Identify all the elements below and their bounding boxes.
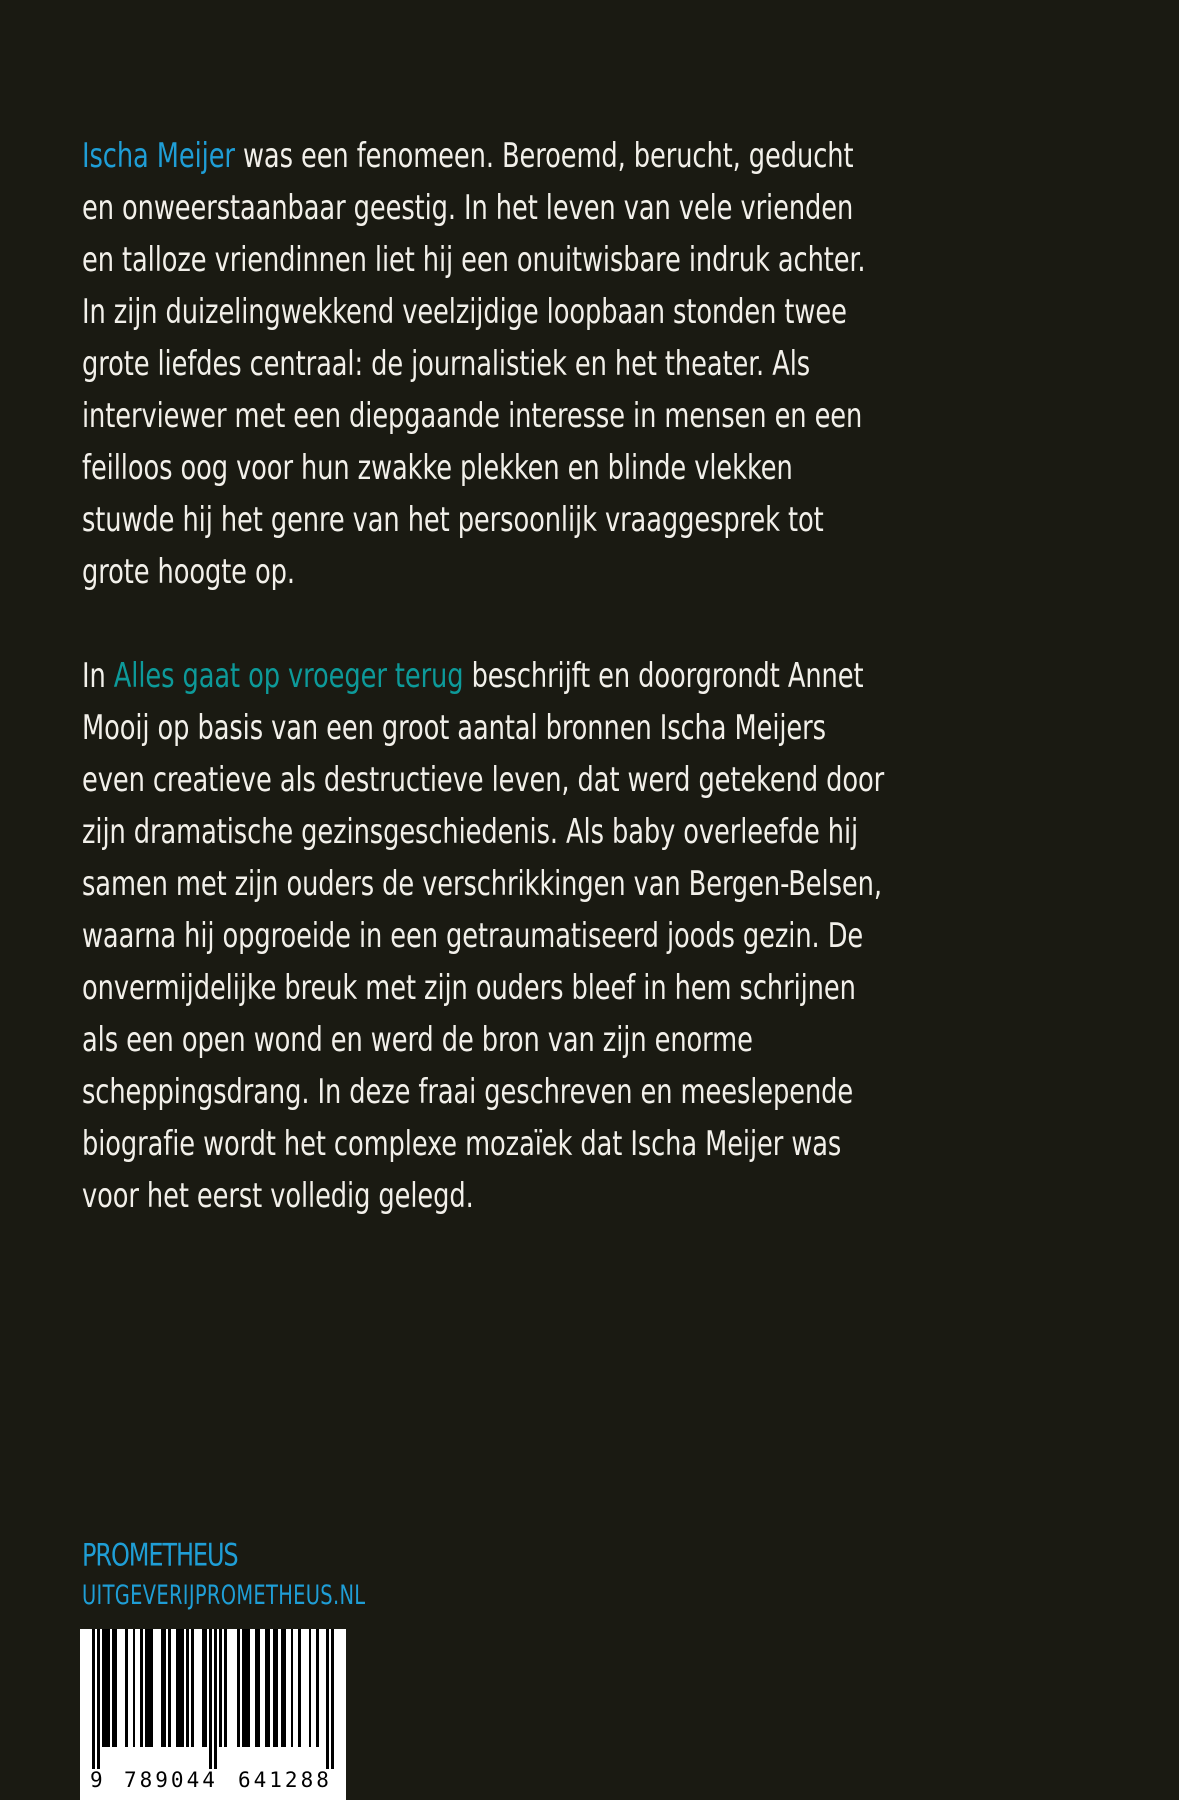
barcode-bar	[237, 1629, 240, 1747]
barcode-bar	[107, 1629, 110, 1747]
barcode-bar	[168, 1629, 171, 1747]
barcode-bar	[258, 1629, 261, 1747]
barcode-bar	[219, 1629, 222, 1747]
barcode-bar	[291, 1629, 294, 1747]
barcode-bar	[224, 1629, 227, 1747]
barcode-digit-group-1: 9	[90, 1768, 106, 1792]
barcode-bar	[125, 1629, 128, 1747]
barcode-bar	[283, 1629, 286, 1747]
barcode-digit-group-3: 641288	[238, 1768, 332, 1792]
barcode-bar	[181, 1629, 184, 1747]
barcode-bar	[326, 1629, 329, 1769]
barcode-bar	[92, 1629, 95, 1769]
isbn-barcode	[80, 1629, 346, 1800]
barcode-bar	[151, 1629, 154, 1747]
blurb-paragraph-2-body: beschrijft en doorgrondt Annet Mooij op basis van een groot aantal bronnen Ischa Meijers even creatieve als destructieve leven, dat werd getekend door zijn dramatische gezinsgeschiedenis. Als baby overleefde hij samen met zijn ouders de verschrikkingen van Bergen-Belsen, waarna hij opgroeide in een getraumatiseerd joods gezin. De onvermijdelijke breuk met zijn ouders bleef in hem schrijnen als een open wond en werd de bron van zijn enorme scheppingsdrang. In deze fraai geschreven en meeslepende biografie wordt het complexe mozaïek dat Ischa Meijer was voor het eerst volledig gelegd.	[82, 656, 885, 1216]
barcode-digits	[80, 1762, 346, 1792]
barcode-bar	[298, 1629, 301, 1747]
blurb-paragraph-2-lead: In	[82, 656, 114, 696]
barcode-bar	[97, 1629, 100, 1769]
barcode-bar	[309, 1629, 312, 1747]
barcode-bar	[331, 1629, 334, 1769]
barcode-bar	[247, 1629, 250, 1747]
barcode-bar	[275, 1629, 278, 1747]
barcode-bar	[214, 1629, 217, 1769]
barcode-bar	[133, 1629, 136, 1747]
publisher-block	[82, 1536, 502, 1611]
blurb-text-block	[82, 130, 885, 1222]
blurb-paragraph-1	[82, 130, 888, 598]
blurb-paragraph-1-body: was een fenomeen. Beroemd, berucht, geducht en onweerstaanbaar geestig. In het leven van vele vrienden en talloze vriendinnen liet hij een onuitwisbare indruk achter. In zijn duizelingwekkend veelzijdige loopbaan stonden twee grote liefdes centraal: de journalistiek en het theater. Als interviewer met een diepgaande interesse in mensen en een feilloos oog voor hun zwakke plekken en blinde vlekken stuwde hij het genre van het persoonlijk vraaggesprek tot grote hoogte op.	[82, 136, 866, 592]
barcode-bar	[140, 1629, 143, 1747]
barcode-bars	[80, 1629, 346, 1769]
barcode-bar	[163, 1629, 166, 1747]
barcode-bar	[186, 1629, 189, 1747]
barcode-digit-group-2: 789044	[124, 1768, 218, 1792]
barcode-bar	[316, 1629, 319, 1747]
barcode-bar	[209, 1629, 212, 1769]
prometheus-logo: PROMETHEUS	[82, 1536, 238, 1574]
book-title-highlight: Alles gaat op vroeger terug	[113, 656, 464, 696]
barcode-bar	[191, 1629, 194, 1747]
barcode-bar	[115, 1629, 118, 1747]
blurb-paragraph-2	[82, 650, 888, 1222]
publisher-website-url: UITGEVERIJPROMETHEUS.NL	[82, 1580, 366, 1611]
barcode-bar	[204, 1629, 207, 1747]
barcode-bar	[268, 1629, 271, 1747]
subject-name-highlight: Ischa Meijer	[82, 136, 235, 176]
